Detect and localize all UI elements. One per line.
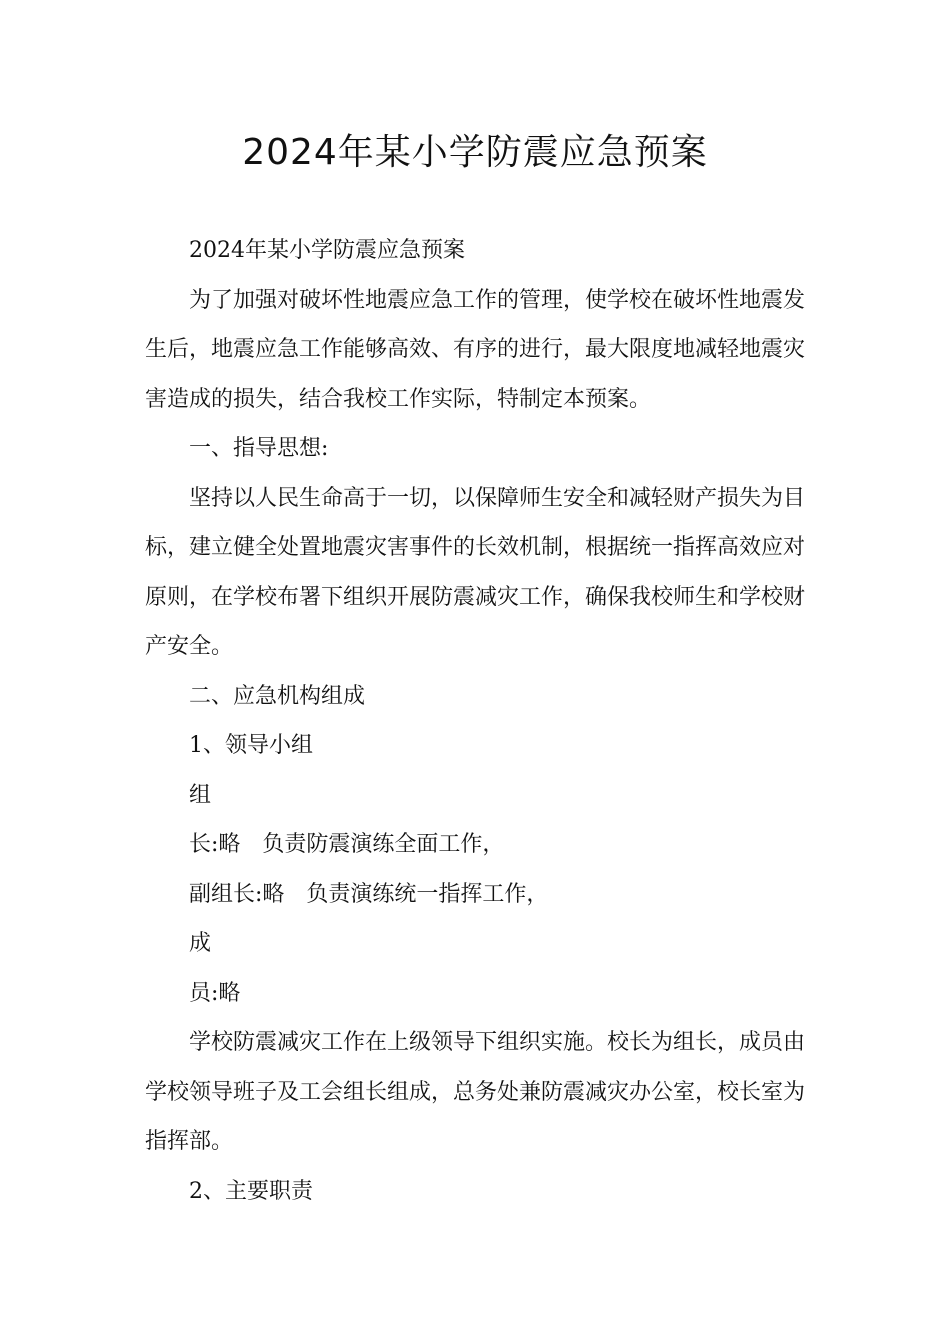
heading-leadership-group: 1、领导小组 [189,733,313,758]
line-member-a: 成 [189,931,212,956]
document-title: 2024年某小学防震应急预案 [242,132,708,173]
paragraph-subtitle: 2024年某小学防震应急预案 [189,238,465,263]
paragraph-intro: 为了加强对破坏性地震应急工作的管理，使学校在破坏性地震发生后，地震应急工作能够高效、有序的进行，最大限度地减轻地震灾害造成的损失，结合我校工作实际，特制定本预案。 [145,287,806,412]
line-member-b: 员:略 [189,980,241,1006]
paragraph-guiding-ideology: 坚持以人民生命高于一切，以保障师生安全和减轻财产损失为目标，建立健全处置地震灾害事件的长效机制，根据统一指挥高效应对原则，在学校布署下组织开展防震减灾工作，确保我校师生和学校财产安全。 [145,485,806,659]
line-group: 组 [189,782,212,808]
heading-guiding-ideology: 一、指导思想: [189,436,329,461]
line-leader: 长:略 负责防震演练全面工作， [189,832,505,857]
heading-main-duties: 2、主要职责 [189,1178,313,1204]
paragraph-organization-desc: 学校防震减灾工作在上级领导下组织实施。校长为组长，成员由学校领导班子及工会组长组成，总务处兼防震减灾办公室，校长室为指挥部。 [145,1030,806,1154]
heading-emergency-organization: 二、应急机构组成 [189,683,366,709]
document-body [145,226,805,1216]
line-deputy-leader: 副组长:略 负责演练统一指挥工作， [189,881,549,907]
